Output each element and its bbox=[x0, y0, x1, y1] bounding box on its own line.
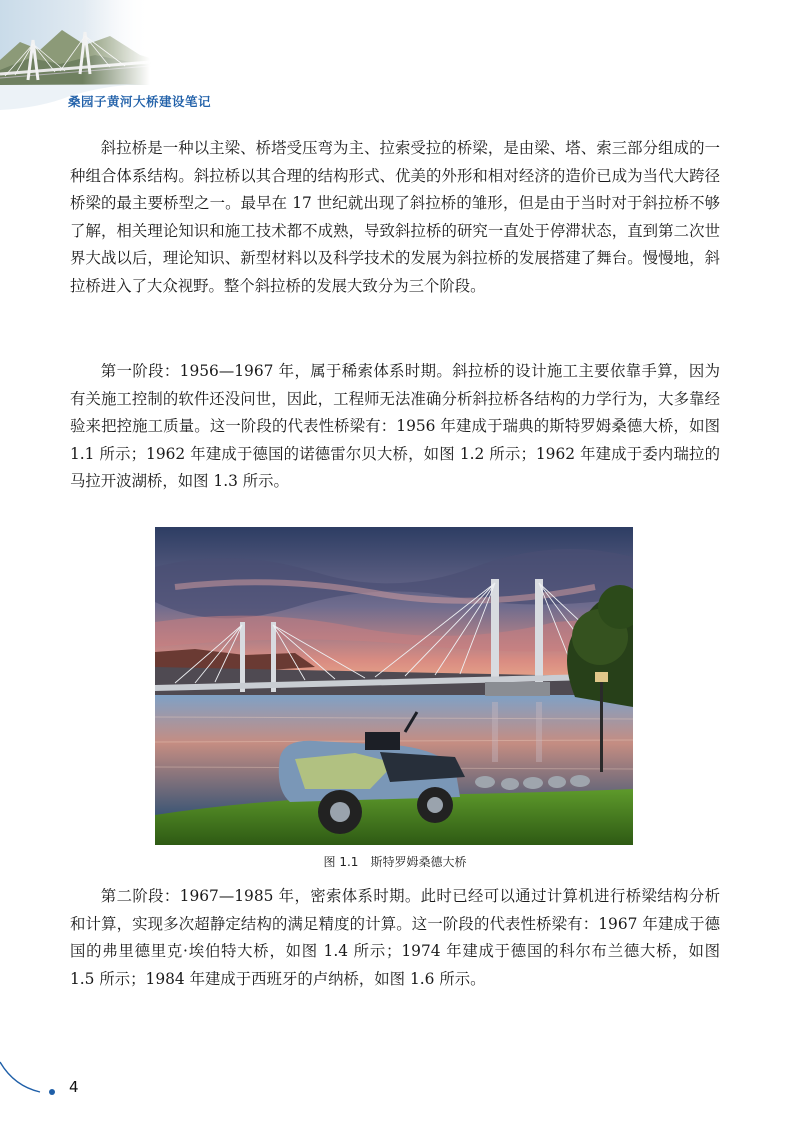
running-header-title: 桑园子黄河大桥建设笔记 bbox=[68, 94, 212, 109]
figure-caption bbox=[0, 853, 790, 870]
figure-photo-bridge bbox=[155, 527, 633, 845]
body-paragraph-stage-two: 第二阶段：1967—1985 年，密索体系时期。此时已经可以通过计算机进行桥梁结构分析和计算，实现多次超静定结构的满足精度的计算。这一阶段的代表性桥梁有：1967 年建成于德国的弗里德里克·埃伯特大桥，如图 1.4 所示；1974 年建成于德国的科尔布兰德大桥，如图 1.5 所示；1984 年建成于西班牙的卢纳桥，如图 1.6 所示。 bbox=[70, 887, 720, 988]
figure-caption-text: 斯特罗姆桑德大桥 bbox=[370, 855, 467, 869]
page-number: 4 bbox=[69, 1078, 79, 1096]
body-paragraph-stage-one: 第一阶段：1956—1967 年，属于稀索体系时期。斜拉桥的设计施工主要依靠手算，因为有关施工控制的软件还没问世，因此，工程师无法准确分析斜拉桥各结构的力学行为，大多靠经验来把控施工质量。这一阶段的代表性桥梁有：1956 年建成于瑞典的斯特罗姆桑德大桥，如图 1.1 所示；1962 年建成于德国的诺德雷尔贝大桥，如图 1.2 所示；1962 年建成于委内瑞拉的马拉开波湖桥，如图 1.3 所示。 bbox=[70, 362, 720, 491]
figure-number: 图 1.1 bbox=[323, 855, 359, 869]
footer-decoration bbox=[0, 1060, 70, 1100]
body-paragraph-intro: 斜拉桥是一种以主梁、桥塔受压弯为主、拉索受拉的桥梁，是由梁、塔、索三部分组成的一种组合体系结构。斜拉桥以其合理的结构形式、优美的外形和相对经济的造价已成为当代大跨径桥梁的最主要桥型之一。最早在 17 世纪就出现了斜拉桥的雏形，但是由于当时对于斜拉桥不够了解，相关理论知识和施工技术都不成熟，导致斜拉桥的研究一直处于停滞状态，直到第二次世界大战以后，理论知识、新型材料以及科学技术的发展为斜拉桥的发展搭建了舞台。慢慢地，斜拉桥进入了大众视野。整个斜拉桥的发展大致分为三个阶段。 bbox=[70, 139, 720, 295]
